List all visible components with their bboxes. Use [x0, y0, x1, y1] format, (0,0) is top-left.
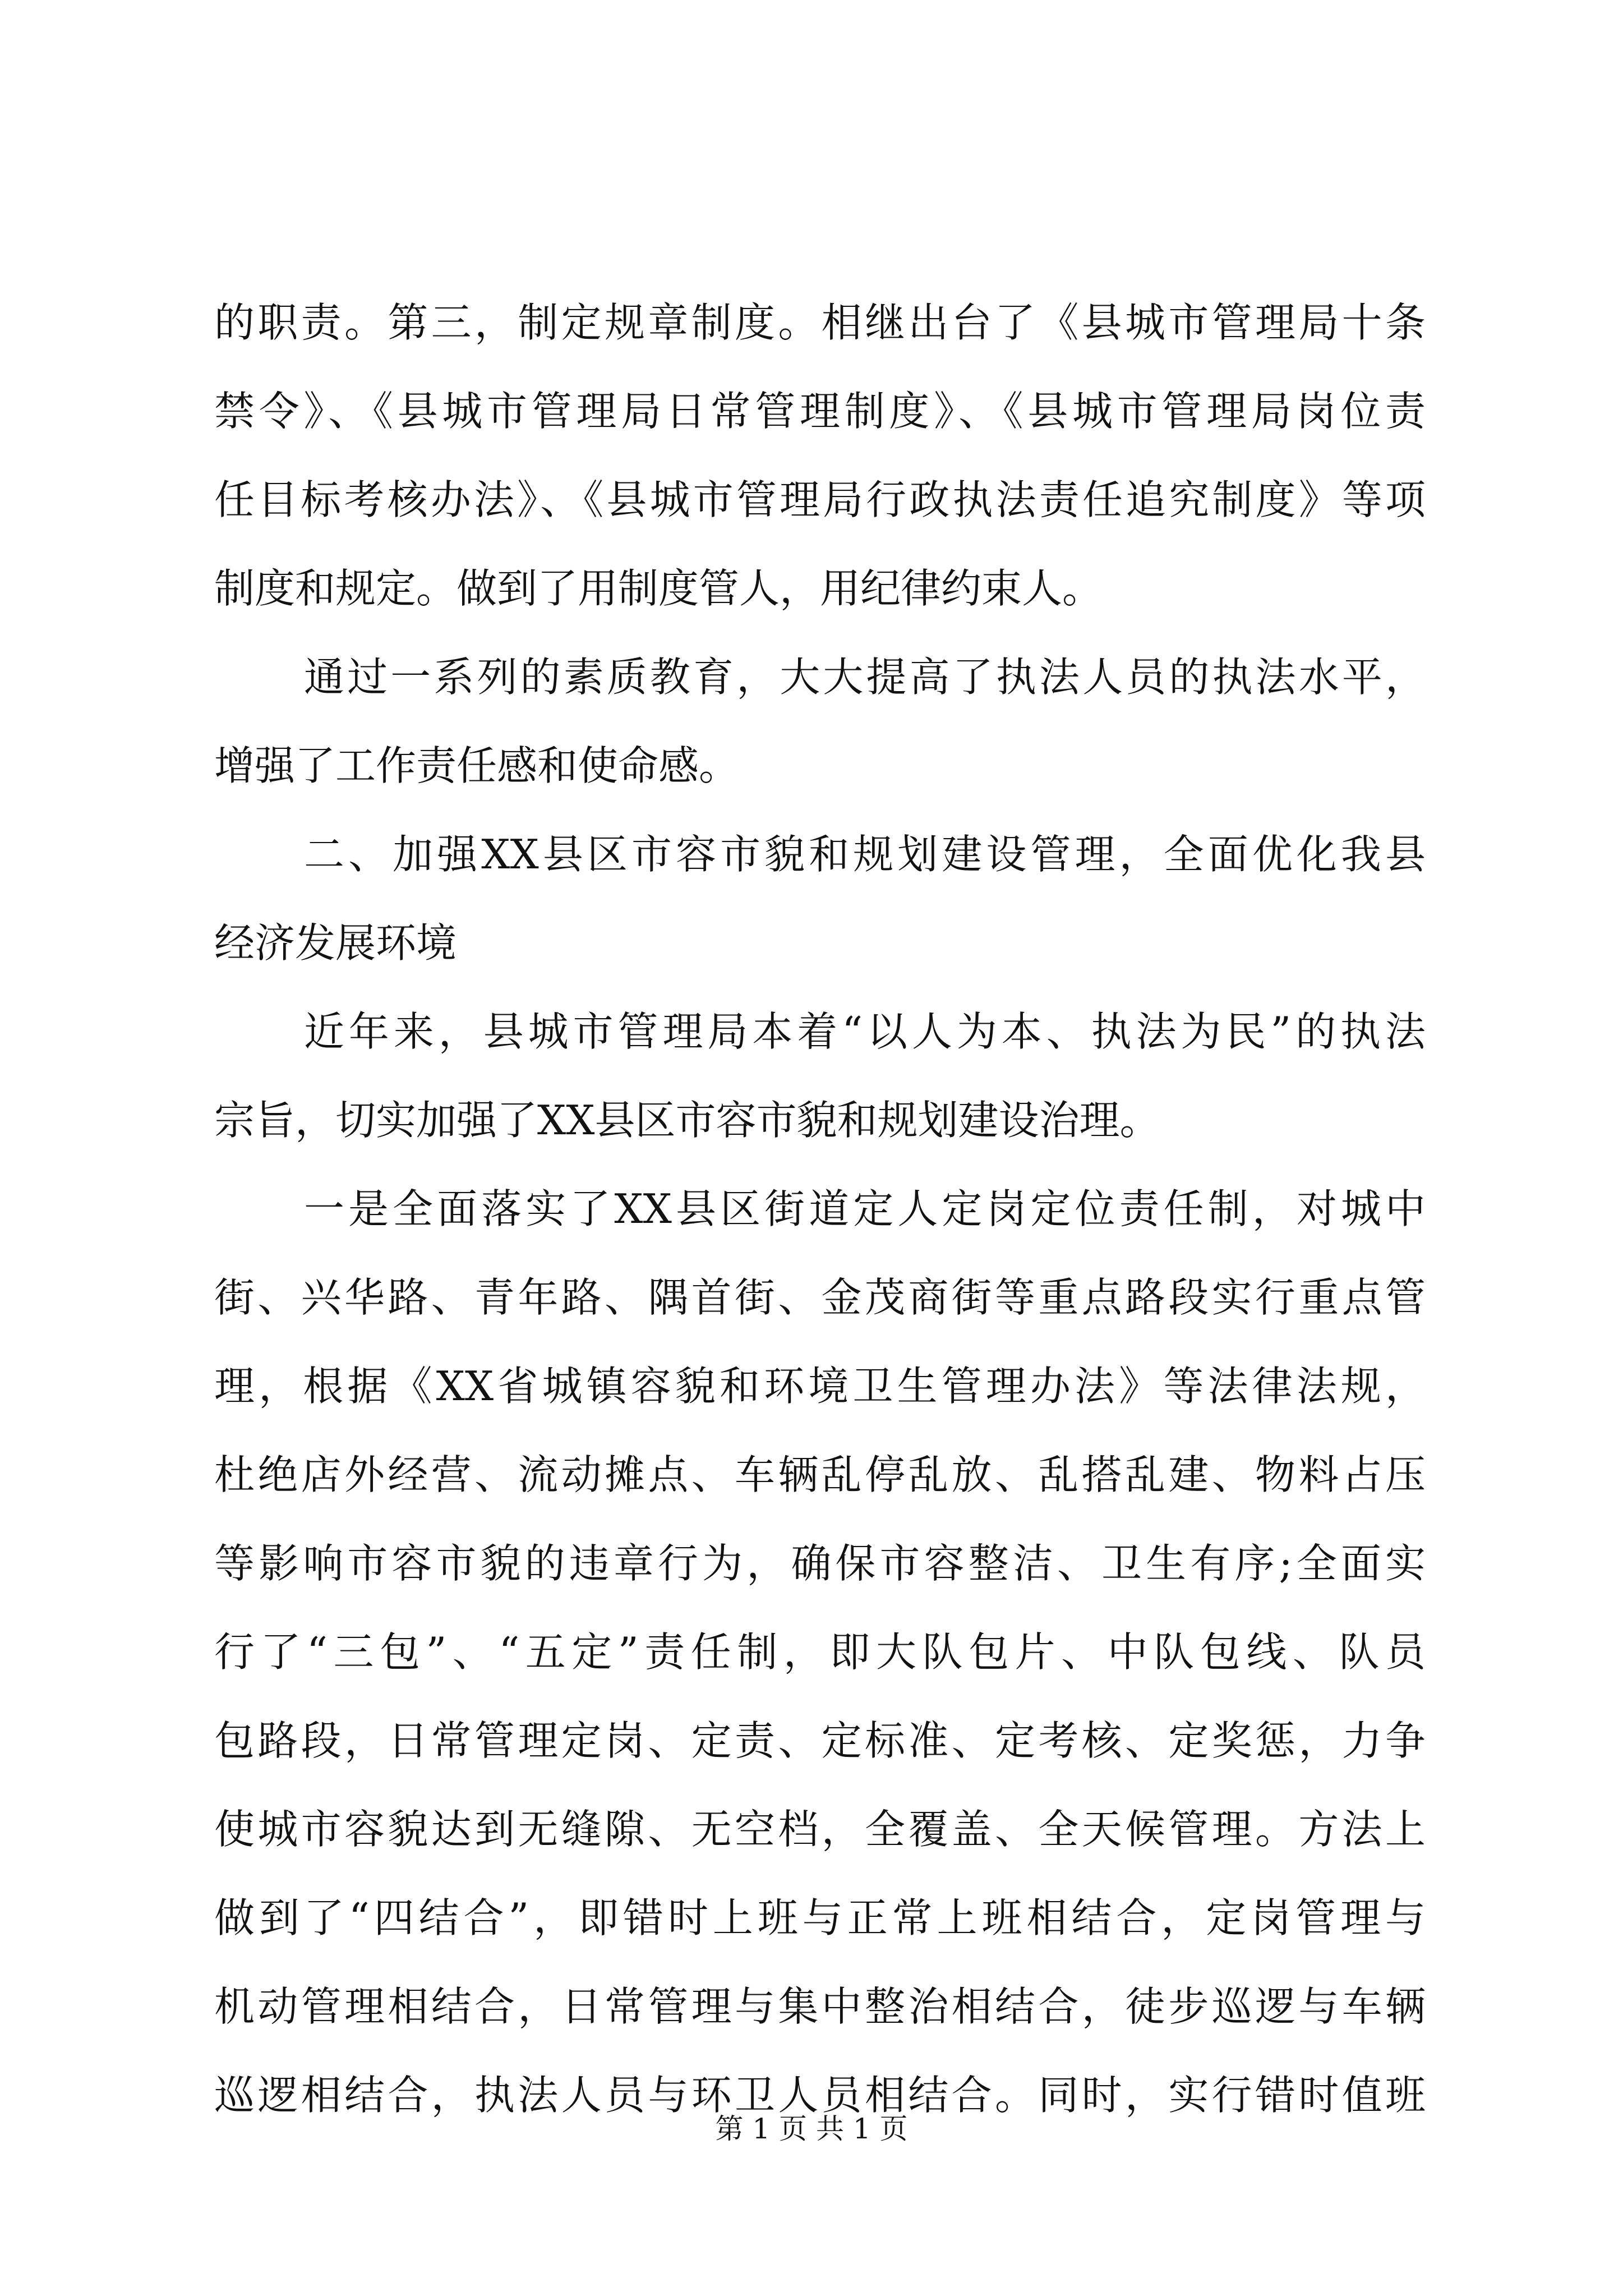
text-line: 的职责。第三，制定规章制度。相继出台了《县城市管理局十条: [214, 299, 1426, 346]
text-line: 巡逻相结合，执法人员与环卫人员相结合。同时，实行错时值班: [214, 2072, 1426, 2119]
text-line: 街、兴华路、青年路、隅首街、金茂商街等重点路段实行重点管: [214, 1274, 1426, 1321]
text-line: 增强了工作责任感和使命感。: [214, 742, 740, 789]
text-line: 行了“三包”、“五定”责任制，即大队包片、中队包线、队员: [214, 1628, 1426, 1676]
text-line: 等影响市容市貌的违章行为，确保市容整洁、卫生有序;全面实: [214, 1540, 1426, 1587]
text-line: 制度和规定。做到了用制度管人，用纪律约束人。: [214, 565, 1103, 612]
text-line: 禁令》、《县城市管理局日常管理制度》、《县城市管理局岗位责: [214, 388, 1426, 435]
paragraph-first-line: 一是全面落实了XX县区街道定人定岗定位责任制，对城中: [304, 1185, 1426, 1232]
text-line: 使城市容貌达到无缝隙、无空档，全覆盖、全天候管理。方法上: [214, 1806, 1426, 1853]
section-heading-line: 经济发展环境: [214, 919, 457, 967]
text-line: 宗旨，切实加强了XX县区市容市貌和规划建设治理。: [214, 1097, 1160, 1144]
paragraph-first-line: 通过一系列的素质教育，大大提高了执法人员的执法水平，: [304, 654, 1426, 701]
text-line: 任目标考核办法》、《县城市管理局行政执法责任追究制度》等项: [214, 476, 1426, 523]
text-line: 理，根据《XX省城镇容貌和环境卫生管理办法》等法律法规，: [214, 1363, 1426, 1410]
section-heading-line: 二、加强XX县区市容市貌和规划建设管理，全面优化我县: [304, 831, 1426, 878]
paragraph-first-line: 近年来，县城市管理局本着“以人为本、执法为民”的执法: [304, 1008, 1426, 1055]
page-number-footer: 第 1 页 共 1 页: [715, 2113, 908, 2145]
text-line: 机动管理相结合，日常管理与集中整治相结合，徒步巡逻与车辆: [214, 1983, 1426, 2030]
text-line: 做到了“四结合”，即错时上班与正常上班相结合，定岗管理与: [214, 1894, 1426, 1941]
text-line: 杜绝店外经营、流动摊点、车辆乱停乱放、乱搭乱建、物料占压: [214, 1451, 1426, 1498]
text-line: 包路段，日常管理定岗、定责、定标准、定考核、定奖惩，力争: [214, 1717, 1426, 1764]
